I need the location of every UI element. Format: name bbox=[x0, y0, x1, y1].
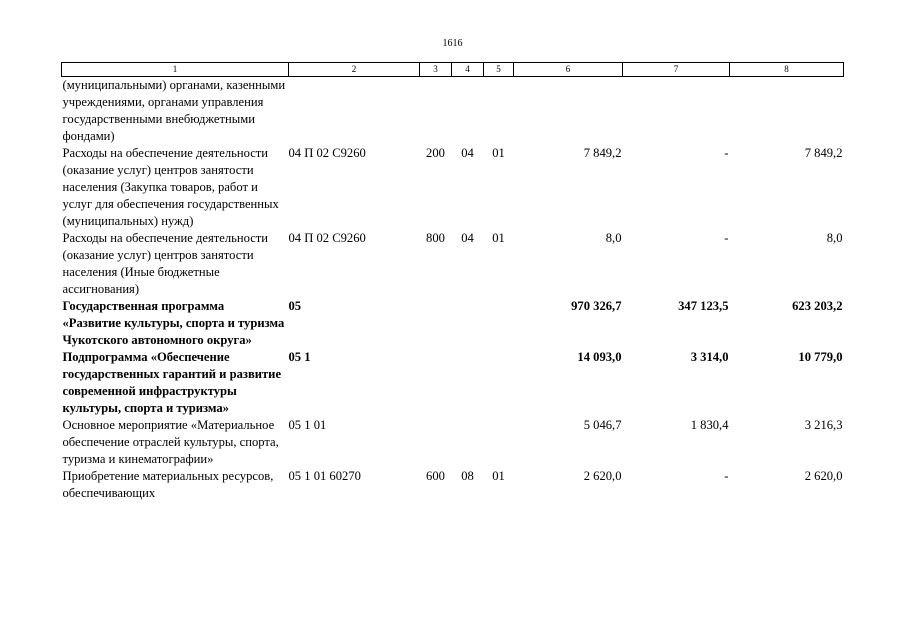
page-number: 1616 bbox=[442, 38, 463, 49]
column-header: 3 bbox=[420, 63, 452, 77]
row-code: 04 П 02 С9260 bbox=[288, 146, 366, 160]
row-col7: - bbox=[724, 231, 729, 245]
row-name: Приобретение материальных ресурсов, обеспечивающих bbox=[62, 469, 274, 500]
row-col8: 10 779,0 bbox=[798, 350, 843, 364]
row-code: 05 1 01 bbox=[288, 418, 327, 432]
table-row bbox=[62, 298, 844, 349]
row-col8: 8,0 bbox=[826, 231, 843, 245]
row-col8 bbox=[730, 77, 844, 146]
row-section: 08 bbox=[461, 469, 474, 483]
header-row bbox=[62, 63, 844, 77]
column-header: 1 bbox=[62, 63, 289, 77]
table-row bbox=[62, 230, 844, 298]
row-expense-type: 600 bbox=[426, 469, 445, 483]
column-header: 7 bbox=[623, 63, 730, 77]
row-expense-type bbox=[420, 77, 452, 146]
row-name: Подпрограмма «Обеспечение государственных гарантий и развитие современной инфраструктуры культуры, спорта и туризма» bbox=[62, 350, 282, 415]
row-name: Расходы на обеспечение деятельности (оказание услуг) центров занятости населения (Закупка товаров, работ и услуг для обеспечения государственных (муниципальных) нужд) bbox=[62, 146, 279, 228]
row-col7: 3 314,0 bbox=[690, 350, 729, 364]
column-header: 8 bbox=[730, 63, 844, 77]
budget-table bbox=[61, 62, 844, 502]
row-col8: 3 216,3 bbox=[804, 418, 843, 432]
table-row bbox=[62, 468, 844, 502]
row-section bbox=[452, 349, 484, 417]
table-row bbox=[62, 417, 844, 468]
row-section bbox=[452, 298, 484, 349]
column-header: 5 bbox=[484, 63, 514, 77]
row-expense-type bbox=[420, 417, 452, 468]
row-code: 04 П 02 С9260 bbox=[288, 231, 366, 245]
row-expense-type bbox=[420, 298, 452, 349]
row-col7 bbox=[623, 77, 730, 146]
row-col7: - bbox=[724, 469, 729, 483]
row-subsection bbox=[484, 349, 514, 417]
row-total: 8,0 bbox=[605, 231, 622, 245]
row-total: 14 093,0 bbox=[577, 350, 622, 364]
row-col8: 623 203,2 bbox=[792, 299, 843, 313]
row-name: (муниципальными) органами, казенными учреждениями, органами управления государственными внебюджетными фондами) bbox=[62, 78, 286, 143]
table-row bbox=[62, 145, 844, 230]
row-subsection bbox=[484, 77, 514, 146]
row-subsection: 01 bbox=[492, 469, 505, 483]
column-header: 6 bbox=[514, 63, 623, 77]
row-name: Расходы на обеспечение деятельности (оказание услуг) центров занятости населения (Иные бюджетные ассигнования) bbox=[62, 231, 269, 296]
row-subsection bbox=[484, 298, 514, 349]
row-total: 2 620,0 bbox=[583, 469, 622, 483]
row-code: 05 1 01 60270 bbox=[288, 469, 361, 483]
row-expense-type bbox=[420, 349, 452, 417]
row-total bbox=[514, 77, 623, 146]
row-col7: 347 123,5 bbox=[678, 299, 729, 313]
row-expense-type: 200 bbox=[426, 146, 445, 160]
row-code bbox=[289, 77, 420, 146]
column-header: 4 bbox=[452, 63, 484, 77]
row-code: 05 bbox=[288, 299, 302, 313]
row-col8: 2 620,0 bbox=[804, 469, 843, 483]
row-section: 04 bbox=[461, 231, 474, 245]
row-section bbox=[452, 77, 484, 146]
table-row bbox=[62, 77, 844, 146]
row-expense-type: 800 bbox=[426, 231, 445, 245]
row-col7: - bbox=[724, 146, 729, 160]
row-subsection: 01 bbox=[492, 231, 505, 245]
row-total: 5 046,7 bbox=[583, 418, 622, 432]
row-code: 05 1 bbox=[288, 350, 311, 364]
row-subsection: 01 bbox=[492, 146, 505, 160]
row-section bbox=[452, 417, 484, 468]
column-header: 2 bbox=[289, 63, 420, 77]
row-total: 970 326,7 bbox=[571, 299, 622, 313]
row-section: 04 bbox=[461, 146, 474, 160]
table-row bbox=[62, 349, 844, 417]
row-col7: 1 830,4 bbox=[690, 418, 729, 432]
row-name: Основное мероприятие «Материальное обеспечение отраслей культуры, спорта, туризма и кинематографии» bbox=[62, 418, 279, 466]
row-subsection bbox=[484, 417, 514, 468]
row-total: 7 849,2 bbox=[583, 146, 622, 160]
row-col8: 7 849,2 bbox=[804, 146, 843, 160]
row-name: Государственная программа «Развитие культуры, спорта и туризма Чукотского автономного округа» bbox=[62, 299, 285, 347]
